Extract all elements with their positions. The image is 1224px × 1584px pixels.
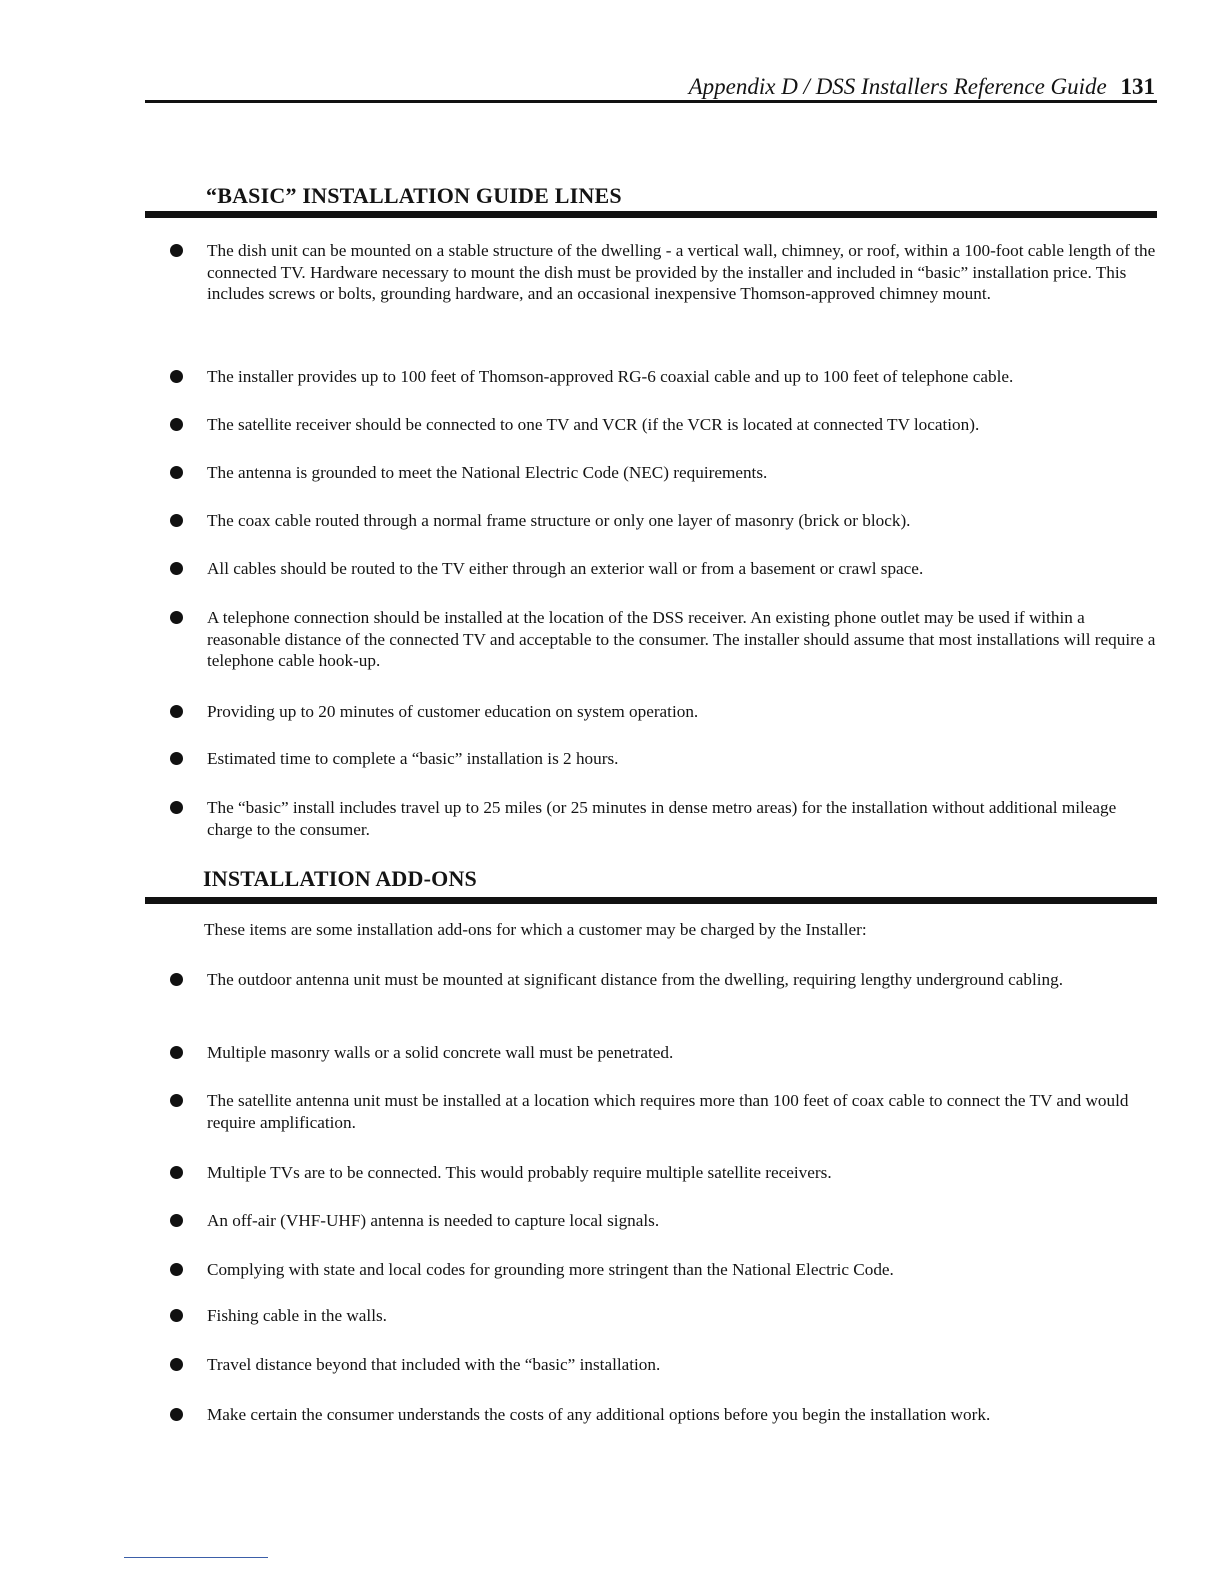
list-item-text: The antenna is grounded to meet the National Electric Code (NEC) requirements. bbox=[207, 463, 768, 482]
list-item-text: A telephone connection should be installed at the location of the DSS receiver. An existing phone outlet may be used if within a reasonable distance of the connected TV and acceptable to the consumer. The installer should assume that most installations will require a telephone cable hook-up. bbox=[207, 608, 1156, 670]
page-header bbox=[145, 74, 1155, 102]
bullet-icon bbox=[170, 973, 183, 986]
bullet-icon bbox=[170, 752, 183, 765]
list-item-text: Fishing cable in the walls. bbox=[207, 1306, 387, 1325]
footer-rule bbox=[124, 1557, 268, 1558]
page-number: 131 bbox=[1120, 74, 1155, 99]
list-item-text: Providing up to 20 minutes of customer education on system operation. bbox=[207, 702, 699, 721]
header-rule bbox=[145, 100, 1157, 103]
list-item-text: Make certain the consumer understands the costs of any additional options before you begin the installation work. bbox=[207, 1405, 991, 1424]
addons-section-rule bbox=[145, 897, 1157, 904]
bullet-icon bbox=[170, 1263, 183, 1276]
list-item-text: The satellite antenna unit must be installed at a location which requires more than 100 feet of coax cable to connect the TV and would require amplification. bbox=[207, 1091, 1129, 1132]
list-item-text: The installer provides up to 100 feet of Thomson-approved RG-6 coaxial cable and up to 100 feet of telephone cable. bbox=[207, 367, 1014, 386]
list-item-text: The outdoor antenna unit must be mounted at significant distance from the dwelling, requiring lengthy underground cabling. bbox=[207, 970, 1063, 989]
header-title: Appendix D / DSS Installers Reference Guide bbox=[688, 74, 1107, 99]
bullet-icon bbox=[170, 1358, 183, 1371]
list-item-text: The coax cable routed through a normal frame structure or only one layer of masonry (brick or block). bbox=[207, 511, 911, 530]
addons-section-title: INSTALLATION ADD-ONS bbox=[203, 866, 477, 891]
list-item-text: Multiple masonry walls or a solid concrete wall must be penetrated. bbox=[207, 1043, 674, 1062]
list-item-text: An off-air (VHF-UHF) antenna is needed to capture local signals. bbox=[207, 1211, 660, 1230]
list-item-text: The “basic” install includes travel up to 25 miles (or 25 minutes in dense metro areas) for the installation without additional mileage charge to the consumer. bbox=[207, 798, 1117, 839]
list-item-text: The dish unit can be mounted on a stable structure of the dwelling - a vertical wall, chimney, or roof, within a 100-foot cable length of the connected TV. Hardware necessary to mount the dish must be provided by the installer and included in “basic” installation price. This includes screws or bolts, grounding hardware, and an occasional inexpensive Thomson-approved chimney mount. bbox=[207, 241, 1156, 303]
bullet-icon bbox=[170, 514, 183, 527]
bullet-icon bbox=[170, 1046, 183, 1059]
bullet-icon bbox=[170, 562, 183, 575]
list-item-text: Travel distance beyond that included with the “basic” installation. bbox=[207, 1355, 661, 1374]
bullet-icon bbox=[170, 466, 183, 479]
list-item-text: The satellite receiver should be connected to one TV and VCR (if the VCR is located at connected TV location). bbox=[207, 415, 980, 434]
bullet-icon bbox=[170, 611, 183, 624]
list-item-text: Complying with state and local codes for grounding more stringent than the National Electric Code. bbox=[207, 1260, 894, 1279]
bullet-icon bbox=[170, 244, 183, 257]
basic-section-title: “BASIC” INSTALLATION GUIDE LINES bbox=[206, 183, 622, 208]
bullet-icon bbox=[170, 370, 183, 383]
bullet-icon bbox=[170, 1094, 183, 1107]
bullet-icon bbox=[170, 1214, 183, 1227]
list-item-text: All cables should be routed to the TV either through an exterior wall or from a basement or crawl space. bbox=[207, 559, 924, 578]
bullet-icon bbox=[170, 418, 183, 431]
list-item-text: Estimated time to complete a “basic” installation is 2 hours. bbox=[207, 749, 619, 768]
bullet-icon bbox=[170, 705, 183, 718]
bullet-icon bbox=[170, 1166, 183, 1179]
basic-section-rule bbox=[145, 211, 1157, 218]
addons-intro: These items are some installation add-ons for which a customer may be charged by the Installer: bbox=[204, 920, 867, 939]
bullet-icon bbox=[170, 1309, 183, 1322]
list-item-text: Multiple TVs are to be connected. This would probably require multiple satellite receivers. bbox=[207, 1163, 832, 1182]
bullet-icon bbox=[170, 801, 183, 814]
bullet-icon bbox=[170, 1408, 183, 1421]
